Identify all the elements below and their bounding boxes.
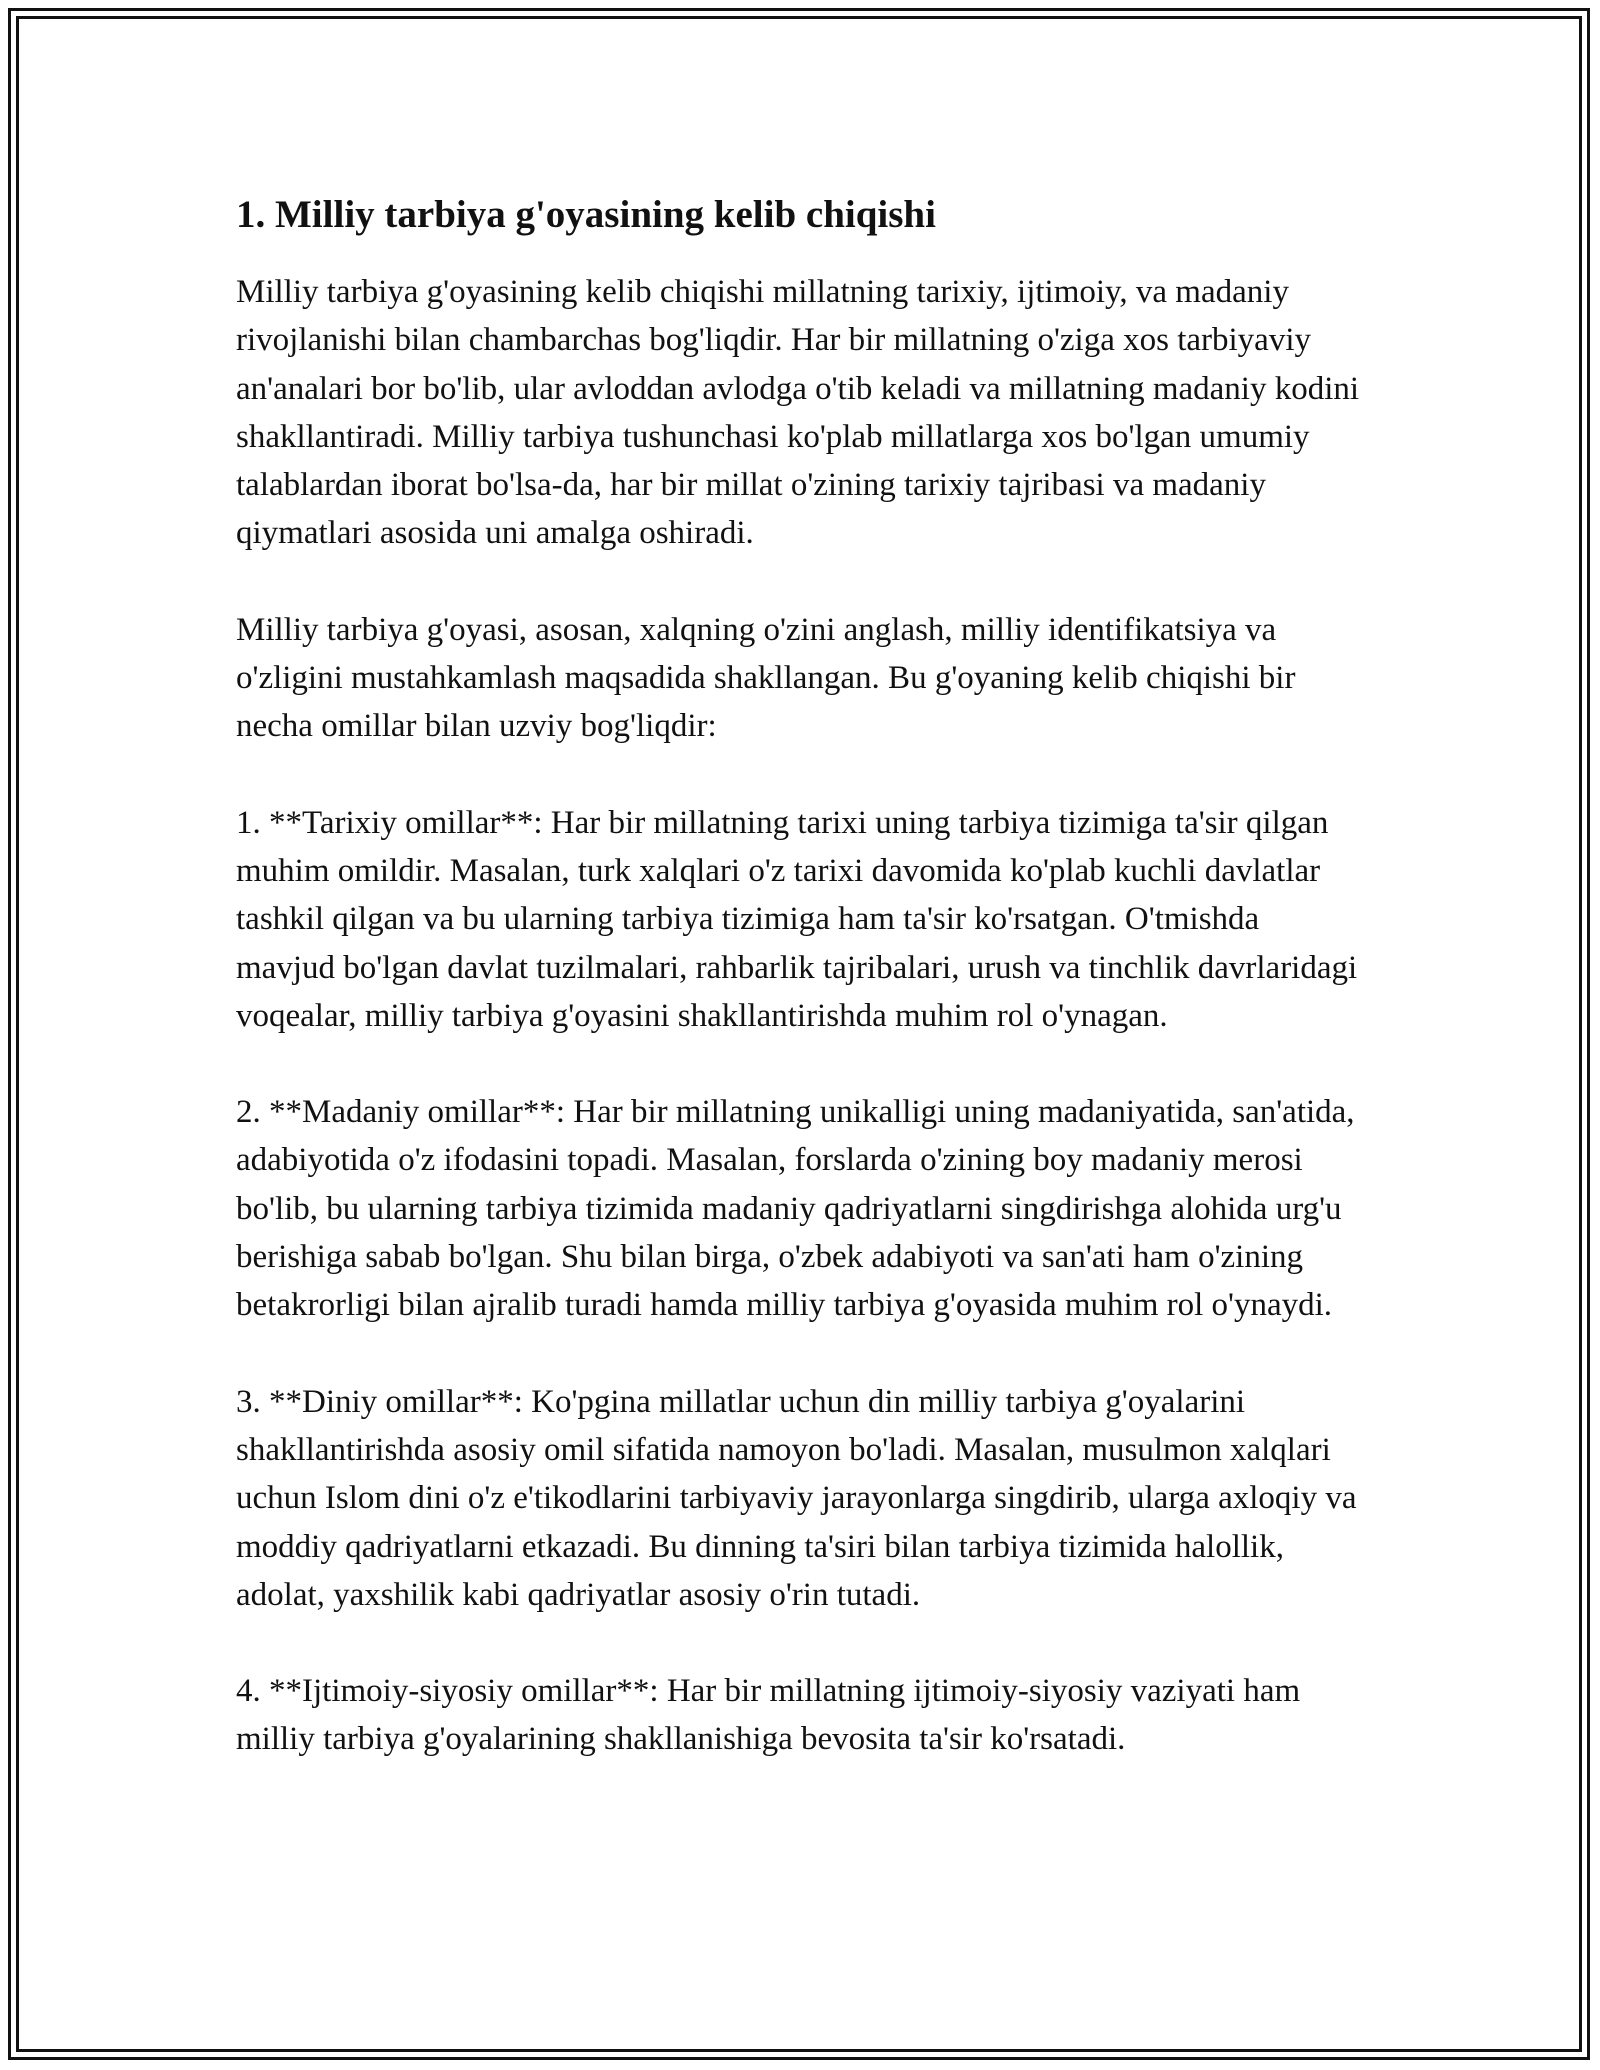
section-heading: 1. Milliy tarbiya g'oyasining kelib chiqishi xyxy=(236,193,936,236)
intro-paragraph: Milliy tarbiya g'oyasining kelib chiqishi millatning tarixiy, ijtimoiy, va madaniy rivojlanishi bilan chambarchas bog'liqdir. Har bir millatning o'ziga xos tarbiyaviy an'analari bor bo'lib, ular avloddan avlodga o'tib keladi va millatning madaniy kodini shakllantiradi. Milliy tarbiya tushunchasi ko'plab millatlarga xos bo'lgan umumiy talablardan iborat bo'lsa-da, har bir millat o'zining tarixiy tajribasi va madaniy qiymatlari asosida uni amalga oshiradi. xyxy=(236,274,1360,552)
social-political-factors-paragraph: 4. **Ijtimoiy-siyosiy omillar**: Har bir millatning ijtimoiy-siyosiy vaziyati ham milliy tarbiya g'oyalarining shakllanishiga bevosita ta'sir ko'rsatadi. xyxy=(236,1673,1301,1758)
document-body xyxy=(236,190,1366,1764)
cultural-factors-paragraph: 2. **Madaniy omillar**: Har bir millatning unikalligi uning madaniyatida, san'atida, adabiyotida o'z ifodasini topadi. Masalan, forslarda o'zining boy madaniy merosi bo'lib, bu ularning tarbiya tizimida madaniy qadriyatlarni singdirishga alohida urg'u berishiga sabab bo'lgan. Shu bilan birga, o'zbek adabiyoti va san'ati ham o'zining betakrorligi bilan ajralib turadi hamda milliy tarbiya g'oyasida muhim rol o'ynaydi. xyxy=(236,1094,1355,1324)
religious-factors-paragraph: 3. **Diniy omillar**: Ko'pgina millatlar uchun din milliy tarbiya g'oyalarini shakllantirishda asosiy omil sifatida namoyon bo'ladi. Masalan, musulmon xalqlari uchun Islom dini o'z e'tikodlarini tarbiyaviy jarayonlarga singdirib, ularga axloqiy va moddiy qadriyatlarni etkazadi. Bu dinning ta'siri bilan tarbiya tizimida halollik, adolat, yaxshilik kabi qadriyatlar asosiy o'rin tutadi. xyxy=(236,1383,1357,1613)
origin-paragraph: Milliy tarbiya g'oyasi, asosan, xalqning o'zini anglash, milliy identifikatsiya va o'zligini mustahkamlash maqsadida shakllangan. Bu g'oyaning kelib chiqishi bir necha omillar bilan uzviy bog'liqdir: xyxy=(236,611,1296,745)
historical-factors-paragraph: 1. **Tarixiy omillar**: Har bir millatning tarixi uning tarbiya tizimiga ta'sir qilgan muhim omildir. Masalan, turk xalqlari o'z tarixi davomida ko'plab kuchli davlatlar tashkil qilgan va bu ularning tarbiya tizimiga ham ta'sir ko'rsatgan. O'tmishda mavjud bo'lgan davlat tuzilmalari, rahbarlik tajribalari, urush va tinchlik davrlaridagi voqealar, milliy tarbiya g'oyasini shakllantirishda muhim rol o'ynagan. xyxy=(236,804,1358,1034)
